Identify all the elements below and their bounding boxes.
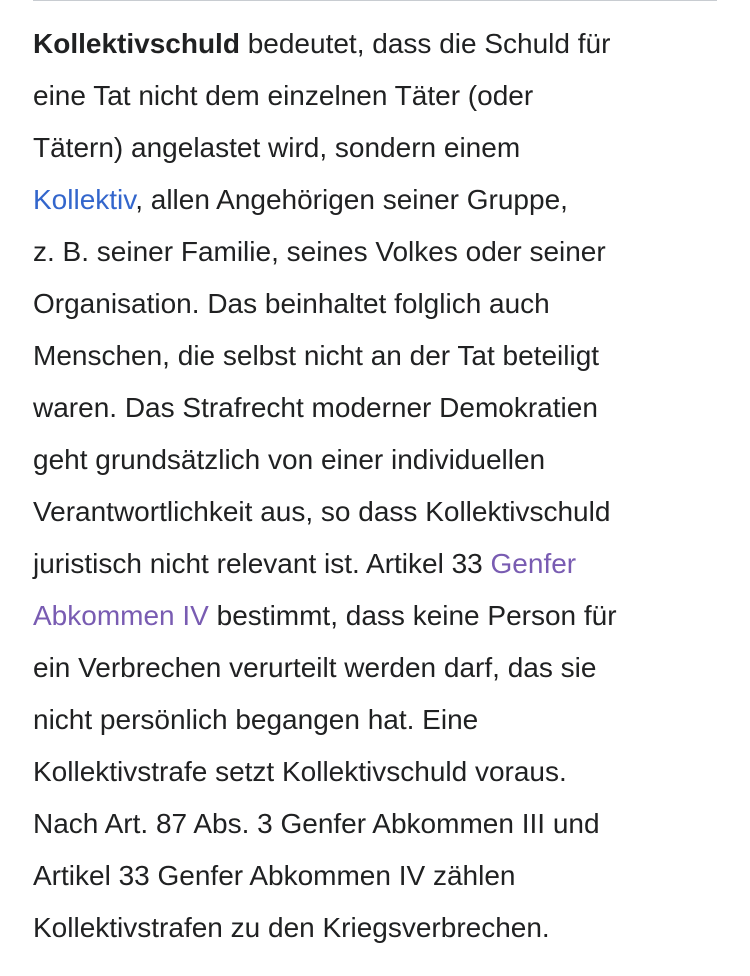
paragraph-line	[33, 486, 723, 538]
paragraph-line	[33, 122, 723, 174]
link-genfer-abkommen-iv[interactable]: Genfer	[490, 548, 577, 579]
paragraph-line	[33, 278, 723, 330]
text-run: waren. Das Strafrecht moderner Demokratien	[33, 392, 598, 423]
text-run: Artikel 33 Genfer Abkommen IV zählen	[33, 860, 516, 891]
link-kollektiv[interactable]: Kollektiv	[33, 184, 136, 215]
text-run: geht grundsätzlich von einer individuellen	[33, 444, 546, 475]
paragraph-line	[33, 434, 723, 486]
paragraph-line	[33, 330, 723, 382]
article-paragraph	[33, 18, 723, 954]
paragraph-line	[33, 382, 723, 434]
paragraph-line	[33, 694, 723, 746]
paragraph-line	[33, 850, 723, 902]
term-kollektivschuld: Kollektivschuld	[33, 28, 240, 59]
text-run: nicht persönlich begangen hat. Eine	[33, 704, 479, 735]
text-run: Verantwortlichkeit aus, so dass Kollektivschuld	[33, 496, 611, 527]
text-run: , allen Angehörigen seiner Gruppe,	[135, 184, 568, 215]
text-run: eine Tat nicht dem einzelnen Täter (oder	[33, 80, 534, 111]
text-run: bedeutet, dass die Schuld für	[239, 28, 611, 59]
top-divider	[33, 0, 717, 1]
paragraph-line	[33, 746, 723, 798]
paragraph-line	[33, 590, 723, 642]
text-run: bestimmt, dass keine Person für	[208, 600, 617, 631]
text-run: Kollektivstrafen zu den Kriegsverbrechen.	[33, 912, 550, 943]
paragraph-line	[33, 798, 723, 850]
text-run: Nach Art. 87 Abs. 3 Genfer Abkommen III und	[33, 808, 600, 839]
paragraph-line	[33, 18, 723, 70]
paragraph-line	[33, 538, 723, 590]
text-run: Organisation. Das beinhaltet folglich auch	[33, 288, 550, 319]
text-run: ein Verbrechen verurteilt werden darf, das sie	[33, 652, 597, 683]
paragraph-line	[33, 70, 723, 122]
text-run: Tätern) angelastet wird, sondern einem	[33, 132, 521, 163]
text-run: juristisch nicht relevant ist. Artikel 33	[33, 548, 491, 579]
paragraph-line	[33, 902, 723, 954]
paragraph-line	[33, 226, 723, 278]
paragraph-line	[33, 642, 723, 694]
paragraph-line	[33, 174, 723, 226]
link-genfer-abkommen-iv[interactable]: Abkommen IV	[33, 600, 209, 631]
text-run: z. B. seiner Familie, seines Volkes oder seiner	[33, 236, 606, 267]
text-run: Menschen, die selbst nicht an der Tat beteiligt	[33, 340, 600, 371]
text-run: Kollektivstrafe setzt Kollektivschuld voraus.	[33, 756, 567, 787]
